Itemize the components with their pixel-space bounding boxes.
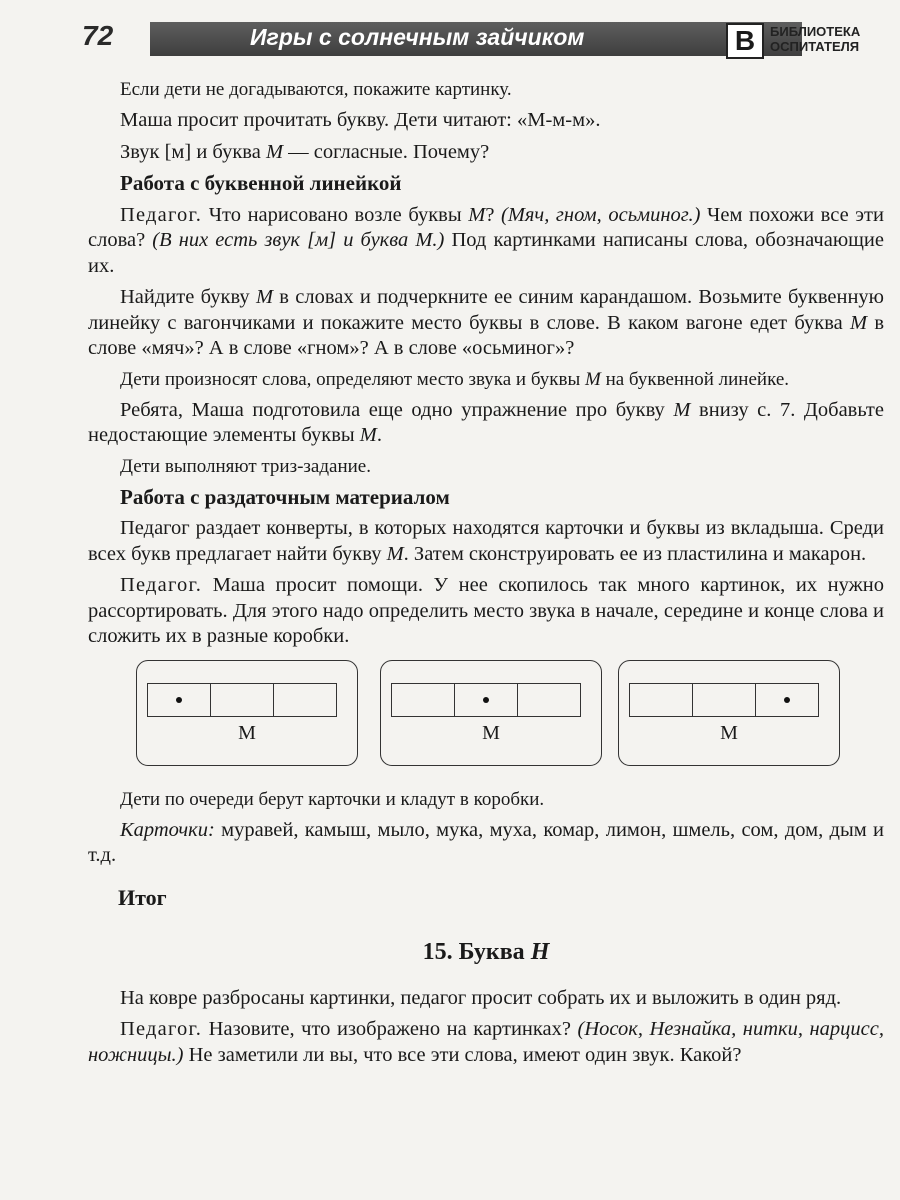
book-title: Игры с солнечным зайчиком bbox=[250, 24, 585, 50]
paragraph-14: Педагог. Назовите, что изображено на картинках? (Носок, Незнайка, нитки, нарцисс, ножницы.) Не заметили ли вы, что все эти слова, имеют один звук. Какой? bbox=[88, 1018, 884, 1066]
cell-start bbox=[630, 684, 693, 716]
paragraph-5: Найдите букву М в словах и подчеркните ее синим карандашом. Возьмите буквенную линейку с вагончиками и покажите место буквы в слове. В каком вагоне едет буква М в слове «мяч»? А в слове «гном»? А в слове «осьминог»? bbox=[88, 286, 885, 359]
page-body bbox=[88, 78, 884, 1074]
cell-start bbox=[148, 684, 211, 716]
header-bar bbox=[150, 22, 802, 56]
series-name-line1: БИБЛИОТЕКА bbox=[770, 24, 861, 39]
sound-box-end bbox=[618, 660, 840, 766]
cell-end bbox=[518, 684, 580, 716]
paragraph-3: Звук [м] и буква М — согласные. Почему? bbox=[120, 140, 490, 163]
sound-box-start bbox=[136, 660, 358, 766]
cell-middle bbox=[455, 684, 518, 716]
section-heading-letter-ruler: Работа с буквенной линейкой bbox=[120, 171, 402, 195]
paragraph-4: Педагог. Что нарисовано возле буквы М? (Мяч, гном, осьминог.) Чем похожи все эти слова? (В них есть звук [м] и буква М.) Под картинками написаны слова, обозначающие их. bbox=[88, 203, 884, 277]
diagram-letter-label: М bbox=[482, 721, 500, 744]
section-heading-handout: Работа с раздаточным материалом bbox=[120, 484, 450, 509]
cell-middle bbox=[693, 684, 756, 716]
diagram-letter-label: М bbox=[720, 721, 738, 744]
lesson-title: 15. Буква Н bbox=[422, 939, 550, 965]
paragraph-11: Дети по очереди берут карточки и кладут в коробки. bbox=[120, 788, 545, 810]
page-number: 72 bbox=[82, 20, 114, 51]
diagram-letter-label: М bbox=[238, 721, 256, 744]
cell-middle bbox=[211, 684, 274, 716]
paragraph-2: Маша просит прочитать букву. Дети читают: «М-м-м». bbox=[120, 109, 601, 131]
dot-marker bbox=[483, 697, 489, 703]
paragraph-8: Дети выполняют триз-задание. bbox=[120, 455, 371, 477]
section-heading-summary: Итог bbox=[118, 884, 167, 910]
cell-row bbox=[391, 683, 581, 717]
paragraph-6: Дети произносят слова, определяют место звука и буквы М на буквенной линейке. bbox=[120, 368, 790, 390]
paragraph-9: Педагог раздает конверты, в которых находятся карточки и буквы из вкладыша. Среди всех букв предлагает найти букву М. Затем сконструировать ее из пластилина и макарон. bbox=[88, 517, 884, 565]
cell-start bbox=[392, 684, 455, 716]
dot-marker bbox=[784, 697, 790, 703]
running-header bbox=[82, 16, 892, 60]
paragraph-13: На ковре разбросаны картинки, педагог просит собрать их и выложить в один ряд. bbox=[120, 986, 842, 1009]
sound-position-diagrams bbox=[88, 660, 884, 780]
paragraph-1: Если дети не догадываются, покажите картинку. bbox=[120, 79, 512, 100]
cell-end bbox=[274, 684, 336, 716]
series-name bbox=[770, 24, 860, 54]
paragraph-10: Педагог. Маша просит помощи. У нее скопилось так много картинок, их нужно рассортировать. Для этого надо определить место звука в начале, середине и конце слова и сложить их в разные коробки. bbox=[88, 574, 884, 647]
dot-marker bbox=[176, 697, 182, 703]
paragraph-7: Ребята, Маша подготовила еще одно упражнение про букву М внизу с. 7. Добавьте недостающие элементы буквы М. bbox=[88, 398, 884, 446]
paragraph-12: Карточки: муравей, камыш, мыло, мука, муха, комар, лимон, шмель, сом, дом, дым и т.д. bbox=[88, 818, 884, 866]
series-logo-icon: В bbox=[726, 23, 764, 59]
cell-row bbox=[629, 683, 819, 717]
cell-row bbox=[147, 683, 337, 717]
cell-end bbox=[756, 684, 818, 716]
sound-box-middle bbox=[380, 660, 602, 766]
series-name-line2: ОСПИТАТЕЛЯ bbox=[770, 39, 860, 54]
